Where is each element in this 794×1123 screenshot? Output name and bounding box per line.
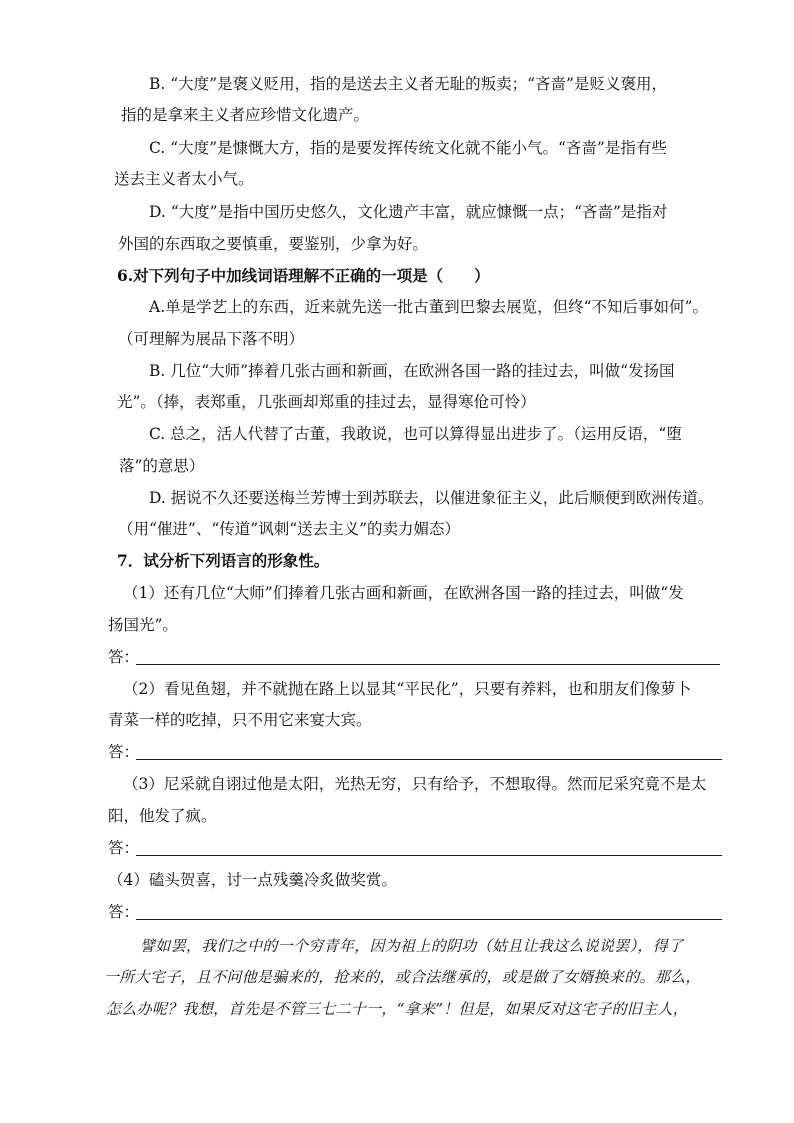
answer-line — [136, 664, 720, 665]
q7-item1-line2: 扬国光”。 — [108, 616, 178, 634]
answer-line — [136, 919, 722, 920]
q6-title: 6.对下列句子中加线词语理解不正确的一项是（ ） — [117, 266, 490, 285]
q5-option-b-line2: 指的是拿来主义者应珍惜文化遗产。 — [121, 106, 370, 124]
q7-item1-answer[interactable] — [108, 646, 722, 668]
answer-label: 答： — [108, 648, 140, 666]
q7-title: 7．试分析下列语言的形象性。 — [117, 551, 330, 570]
q6-option-d-line2: （用“催进”、“传道”讽刺“送去主义”的卖力媚态） — [118, 520, 461, 538]
q6-option-b-line2: 光”。（捧，表郑重，几张画却郑重的挂过去，显得寒伧可怜） — [117, 393, 536, 411]
q7-item2-line1: （2）看见鱼翅，并不就抛在路上以显其“平民化”，只要有养料，也和朋友们像萝卜 — [123, 680, 692, 698]
q5-option-b-line1: B. “大度”是褒义贬用，指的是送去主义者无耻的叛卖；“吝啬”是贬义褒用， — [149, 75, 667, 93]
q6-option-a-line2: （可理解为展品下落不明） — [118, 330, 305, 348]
answer-line — [136, 855, 722, 856]
q5-option-d-line1: D. “大度”是指中国历史悠久，文化遗产丰富，就应慷慨一点；“吝啬”是指对 — [149, 203, 668, 221]
q6-option-d-line1: D. 据说不久还要送梅兰芳博士到苏联去，以催进象征主义，此后顺便到欧洲传道。 — [149, 489, 714, 507]
answer-label: 答： — [108, 839, 140, 857]
q7-item3-answer[interactable] — [108, 837, 722, 859]
q6-option-a-line1: A.单是学艺上的东西，近来就先送一批古董到巴黎去展览，但终“不知后事如何”。 — [149, 298, 708, 316]
q7-item2-answer[interactable] — [108, 741, 722, 763]
answer-line — [136, 759, 722, 760]
q7-item3-line2: 阳，他发了疯。 — [108, 807, 217, 825]
answer-label: 答： — [108, 903, 140, 921]
passage-line1: 譬如罢，我们之中的一个穷青年，因为祖上的阴功（姑且让我这么说说罢），得了 — [140, 937, 684, 955]
q7-item2-line2: 青菜一样的吃掉，只不用它来宴大宾。 — [108, 711, 372, 729]
passage-line3: 怎么办呢？我想，首先是不管三七二十一，“拿来”！但是，如果反对这宅子的旧主人， — [106, 1000, 689, 1018]
answer-label: 答： — [108, 743, 140, 761]
q7-item1-line1: （1）还有几位“大师”们捧着几张古画和新画，在欧洲各国一路的挂过去，叫做“发 — [123, 584, 684, 602]
q7-item4-line1: （4）磕头贺喜，讨一点残羹冷炙做奖赏。 — [108, 871, 397, 889]
q7-item4-answer[interactable] — [108, 901, 722, 923]
q6-option-c-line2: 落”的意思） — [119, 457, 205, 475]
q5-option-d-line2: 外国的东西取之要慎重，要鉴别，少拿为好。 — [118, 235, 429, 253]
q5-option-c-line1: C. “大度”是慷慨大方，指的是要发挥传统文化就不能小气。“吝啬”是指有些 — [149, 139, 667, 157]
q6-option-b-line1: B. 几位“大师”捧着几张古画和新画，在欧洲各国一路的挂过去，叫做“发扬国 — [149, 362, 675, 380]
q5-option-c-line2: 送去主义者太小气。 — [114, 170, 254, 188]
passage-line2: 一所大宅子，且不问他是骗来的，抢来的，或合法继承的，或是做了女婿换来的。那么， — [104, 968, 701, 986]
q6-option-c-line1: C. 总之，活人代替了古董，我敢说，也可以算得显出进步了。（运用反语，“堕 — [149, 425, 682, 443]
q7-item3-line1: （3）尼采就自诩过他是太阳，光热无穷，只有给予，不想取得。然而尼采究竟不是太 — [123, 775, 707, 793]
